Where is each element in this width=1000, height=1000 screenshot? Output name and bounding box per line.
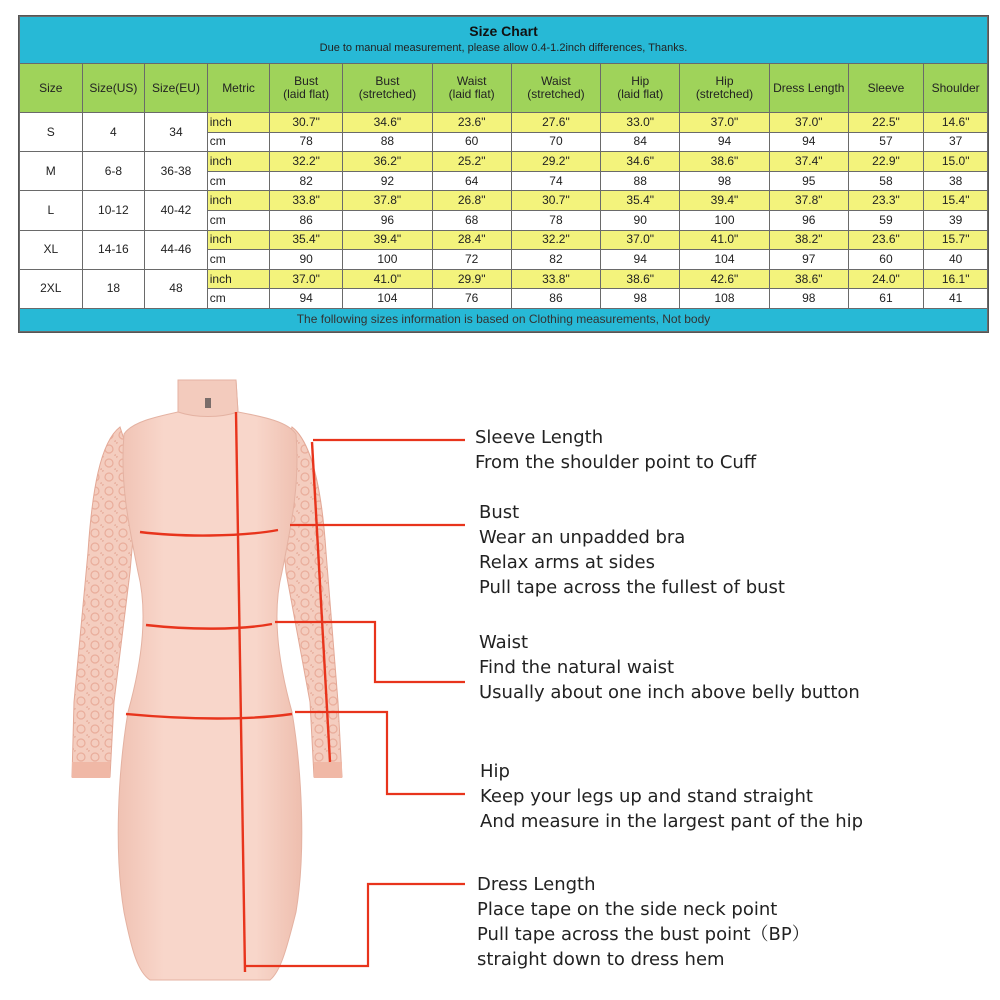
column-header: Waist (laid flat) xyxy=(432,64,511,113)
value-cell: 15.0" xyxy=(924,152,988,172)
waist-leader xyxy=(275,622,465,682)
value-cell: 39.4" xyxy=(342,230,432,250)
value-cell: 86 xyxy=(511,289,601,309)
metric-cell: inch xyxy=(207,269,270,289)
value-cell: 60 xyxy=(432,132,511,152)
value-cell: 96 xyxy=(769,210,848,230)
value-cell: 41.0" xyxy=(680,230,770,250)
value-cell: 40 xyxy=(924,250,988,270)
value-cell: 88 xyxy=(601,171,680,191)
value-cell: 58 xyxy=(848,171,924,191)
chart-footer: The following sizes information is based on Clothing measurements, Not body xyxy=(20,308,988,331)
value-cell: 37.0" xyxy=(769,113,848,133)
value-cell: 38.2" xyxy=(769,230,848,250)
column-header: Sleeve xyxy=(848,64,924,113)
value-cell: 70 xyxy=(511,132,601,152)
value-cell: 90 xyxy=(601,210,680,230)
value-cell: 38 xyxy=(924,171,988,191)
bust-note-title: Bust xyxy=(479,502,520,523)
column-header: Bust (laid flat) xyxy=(270,64,343,113)
bust-note-line: Wear an unpadded bra xyxy=(479,527,686,548)
bust-note-line: Relax arms at sides xyxy=(479,552,655,573)
size-cell: XL xyxy=(20,230,83,269)
size-cell: 2XL xyxy=(20,269,83,308)
size-eu-cell: 36-38 xyxy=(145,152,208,191)
value-cell: 86 xyxy=(270,210,343,230)
value-cell: 37.0" xyxy=(601,230,680,250)
value-cell: 37.0" xyxy=(270,269,343,289)
value-cell: 23.6" xyxy=(432,113,511,133)
value-cell: 34.6" xyxy=(342,113,432,133)
hip-leader xyxy=(295,712,465,794)
length-leader xyxy=(245,884,465,966)
value-cell: 35.4" xyxy=(270,230,343,250)
value-cell: 60 xyxy=(848,250,924,270)
value-cell: 59 xyxy=(848,210,924,230)
value-cell: 30.7" xyxy=(511,191,601,211)
value-cell: 100 xyxy=(680,210,770,230)
value-cell: 104 xyxy=(342,289,432,309)
value-cell: 33.8" xyxy=(270,191,343,211)
value-cell: 41 xyxy=(924,289,988,309)
column-header: Bust (stretched) xyxy=(342,64,432,113)
size-eu-cell: 44-46 xyxy=(145,230,208,269)
size-us-cell: 18 xyxy=(82,269,145,308)
value-cell: 64 xyxy=(432,171,511,191)
column-header: Waist (stretched) xyxy=(511,64,601,113)
value-cell: 74 xyxy=(511,171,601,191)
value-cell: 88 xyxy=(342,132,432,152)
metric-cell: cm xyxy=(207,210,270,230)
hip-note xyxy=(480,759,863,834)
size-eu-cell: 48 xyxy=(145,269,208,308)
size-cell: L xyxy=(20,191,83,230)
dress-length-note-line: Pull tape across the bust point（BP） xyxy=(477,924,810,945)
sleeve-note xyxy=(475,425,756,475)
value-cell: 98 xyxy=(601,289,680,309)
value-cell: 32.2" xyxy=(270,152,343,172)
column-header: Metric xyxy=(207,64,270,113)
value-cell: 95 xyxy=(769,171,848,191)
chart-subtitle: Due to manual measurement, please allow 0.4-1.2inch differences, Thanks. xyxy=(319,42,688,54)
value-cell: 90 xyxy=(270,250,343,270)
value-cell: 92 xyxy=(342,171,432,191)
size-eu-cell: 40-42 xyxy=(145,191,208,230)
metric-cell: inch xyxy=(207,113,270,133)
size-us-cell: 4 xyxy=(82,113,145,152)
sleeve-note-line: From the shoulder point to Cuff xyxy=(475,452,757,473)
value-cell: 39.4" xyxy=(680,191,770,211)
value-cell: 84 xyxy=(601,132,680,152)
hip-note-line: And measure in the largest pant of the hip xyxy=(480,811,864,832)
value-cell: 76 xyxy=(432,289,511,309)
waist-note-title: Waist xyxy=(479,632,529,653)
metric-cell: cm xyxy=(207,171,270,191)
dress-length-note-title: Dress Length xyxy=(477,874,596,895)
value-cell: 57 xyxy=(848,132,924,152)
value-cell: 94 xyxy=(601,250,680,270)
value-cell: 27.6" xyxy=(511,113,601,133)
value-cell: 16.1" xyxy=(924,269,988,289)
value-cell: 29.9" xyxy=(432,269,511,289)
metric-cell: inch xyxy=(207,230,270,250)
value-cell: 37.0" xyxy=(680,113,770,133)
hip-note-line: Keep your legs up and stand straight xyxy=(480,786,813,807)
size-eu-cell: 34 xyxy=(145,113,208,152)
waist-note xyxy=(479,630,860,705)
size-us-cell: 14-16 xyxy=(82,230,145,269)
value-cell: 42.6" xyxy=(680,269,770,289)
waist-note-line: Usually about one inch above belly button xyxy=(479,682,860,703)
size-cell: S xyxy=(20,113,83,152)
value-cell: 32.2" xyxy=(511,230,601,250)
metric-cell: cm xyxy=(207,132,270,152)
column-header: Hip (laid flat) xyxy=(601,64,680,113)
value-cell: 22.5" xyxy=(848,113,924,133)
value-cell: 100 xyxy=(342,250,432,270)
column-header: Size(US) xyxy=(82,64,145,113)
value-cell: 15.7" xyxy=(924,230,988,250)
value-cell: 37 xyxy=(924,132,988,152)
value-cell: 33.8" xyxy=(511,269,601,289)
chart-title: Size Chart xyxy=(469,23,538,39)
size-us-cell: 10-12 xyxy=(82,191,145,230)
size-cell: M xyxy=(20,152,83,191)
metric-cell: inch xyxy=(207,152,270,172)
dress-length-note xyxy=(477,872,810,972)
value-cell: 29.2" xyxy=(511,152,601,172)
value-cell: 82 xyxy=(270,171,343,191)
metric-cell: inch xyxy=(207,191,270,211)
value-cell: 23.3" xyxy=(848,191,924,211)
value-cell: 98 xyxy=(769,289,848,309)
value-cell: 26.8" xyxy=(432,191,511,211)
value-cell: 23.6" xyxy=(848,230,924,250)
value-cell: 78 xyxy=(511,210,601,230)
value-cell: 35.4" xyxy=(601,191,680,211)
value-cell: 28.4" xyxy=(432,230,511,250)
value-cell: 30.7" xyxy=(270,113,343,133)
value-cell: 82 xyxy=(511,250,601,270)
value-cell: 94 xyxy=(680,132,770,152)
column-header: Size(EU) xyxy=(145,64,208,113)
value-cell: 24.0" xyxy=(848,269,924,289)
column-header: Dress Length xyxy=(769,64,848,113)
value-cell: 33.0" xyxy=(601,113,680,133)
value-cell: 38.6" xyxy=(769,269,848,289)
value-cell: 39 xyxy=(924,210,988,230)
value-cell: 72 xyxy=(432,250,511,270)
value-cell: 22.9" xyxy=(848,152,924,172)
value-cell: 36.2" xyxy=(342,152,432,172)
value-cell: 25.2" xyxy=(432,152,511,172)
metric-cell: cm xyxy=(207,289,270,309)
dress-length-note-line: straight down to dress hem xyxy=(477,949,725,970)
value-cell: 96 xyxy=(342,210,432,230)
value-cell: 98 xyxy=(680,171,770,191)
value-cell: 94 xyxy=(270,289,343,309)
bust-note xyxy=(479,500,785,600)
metric-cell: cm xyxy=(207,250,270,270)
value-cell: 38.6" xyxy=(680,152,770,172)
size-us-cell: 6-8 xyxy=(82,152,145,191)
value-cell: 38.6" xyxy=(601,269,680,289)
dress-length-note-line: Place tape on the side neck point xyxy=(477,899,778,920)
value-cell: 15.4" xyxy=(924,191,988,211)
value-cell: 37.4" xyxy=(769,152,848,172)
value-cell: 104 xyxy=(680,250,770,270)
hip-note-title: Hip xyxy=(480,761,510,782)
value-cell: 61 xyxy=(848,289,924,309)
value-cell: 97 xyxy=(769,250,848,270)
value-cell: 78 xyxy=(270,132,343,152)
column-header: Size xyxy=(20,64,83,113)
column-header: Shoulder xyxy=(924,64,988,113)
waist-note-line: Find the natural waist xyxy=(479,657,675,678)
value-cell: 94 xyxy=(769,132,848,152)
value-cell: 37.8" xyxy=(342,191,432,211)
sleeve-note-title: Sleeve Length xyxy=(475,427,604,448)
bust-note-line: Pull tape across the fullest of bust xyxy=(479,577,785,598)
value-cell: 34.6" xyxy=(601,152,680,172)
column-header: Hip (stretched) xyxy=(680,64,770,113)
value-cell: 108 xyxy=(680,289,770,309)
value-cell: 41.0" xyxy=(342,269,432,289)
value-cell: 68 xyxy=(432,210,511,230)
value-cell: 37.8" xyxy=(769,191,848,211)
value-cell: 14.6" xyxy=(924,113,988,133)
